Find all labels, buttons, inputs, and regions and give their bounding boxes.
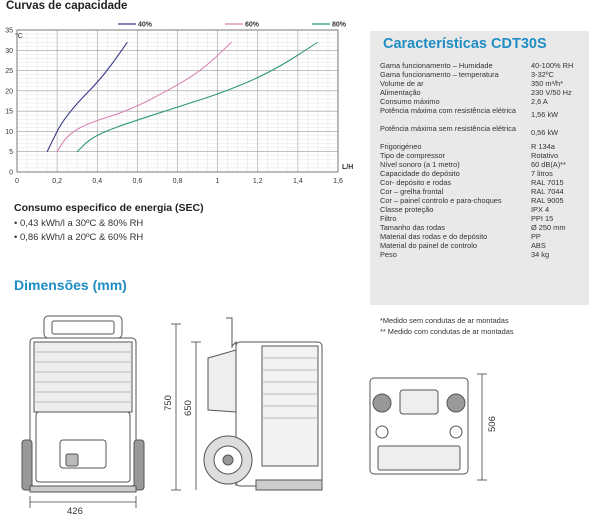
spec-label: Classe proteção: [380, 205, 434, 214]
dimension-drawings: [0, 300, 600, 528]
dimension-width-label: 426: [67, 506, 83, 517]
y-tick-label: 5: [9, 149, 13, 157]
x-tick-label: 1: [215, 178, 220, 185]
chart-grid: [17, 30, 338, 172]
spec-label: Frigorigéneo: [380, 142, 422, 151]
spec-value: 0,56 kW: [531, 128, 559, 137]
y-axis-label: °C: [15, 33, 23, 40]
spec-value: R 134a: [531, 142, 555, 151]
spec-label: Alimentação: [380, 88, 421, 97]
dimension-height-body-label: 650: [183, 400, 194, 416]
front-view-drawing: [22, 316, 144, 492]
spec-value: PP: [531, 232, 541, 241]
x-tick-label: 1,4: [293, 178, 303, 185]
y-tick-label: 35: [5, 27, 13, 35]
dimension-height-total-label: 750: [163, 395, 174, 411]
chart-series: [47, 42, 318, 152]
spec-note: ** Medido com condutas de ar montadas: [380, 327, 514, 336]
dimension-depth-label: 506: [487, 416, 498, 432]
y-tick-label: 10: [5, 128, 13, 136]
x-tick-label: 0,6: [132, 178, 143, 185]
spec-note: *Medido sem condutas de ar montadas: [380, 316, 509, 325]
x-tick-label: 0,8: [172, 178, 183, 185]
spec-label: Consumo máximo: [380, 97, 440, 106]
spec-label: Potência máxima com resistência elétrica: [380, 106, 516, 115]
curves-title: Curvas de capacidade: [6, 0, 128, 12]
dimensions-title: Dimensões (mm): [14, 277, 127, 293]
spec-value: RAL 9005: [531, 196, 564, 205]
chart-legend: [118, 22, 347, 29]
legend-label: 40%: [138, 21, 153, 29]
sec-item: • 0,86 kWh/l a 20ºC & 60% RH: [14, 232, 144, 243]
legend-label: 60%: [245, 21, 260, 29]
spec-label: Cor- depósito e rodas: [380, 178, 452, 187]
spec-value: Ø 250 mm: [531, 223, 566, 232]
spec-value: RAL 7015: [531, 178, 564, 187]
spec-value: 3-32ºC: [531, 70, 554, 79]
spec-label: Volume de ar: [380, 79, 424, 88]
y-tick-label: 25: [5, 68, 13, 76]
x-tick-label: 0,2: [52, 178, 62, 185]
spec-value: 34 kg: [531, 250, 550, 259]
y-tick-label: 15: [5, 108, 13, 116]
side-view-drawing: [204, 318, 322, 490]
top-view-drawing: [370, 378, 468, 474]
x-tick-label: 0,4: [92, 178, 103, 185]
spec-value: 350 m³/h*: [531, 79, 564, 88]
sec-title: Consumo especifico de energia (SEC): [14, 202, 204, 214]
spec-label: Material das rodas e do depósito: [380, 232, 488, 241]
x-tick-label: 1,2: [252, 178, 263, 185]
legend-label: 80%: [332, 21, 347, 29]
spec-value: PPI 15: [531, 214, 554, 223]
sec-item: • 0,43 kWh/l a 30ºC & 80% RH: [14, 218, 144, 229]
y-tick-label: 30: [5, 47, 13, 55]
spec-value: 1,56 kW: [531, 110, 559, 119]
spec-label: Filtro: [380, 214, 397, 223]
spec-value: 7 litros: [531, 169, 553, 178]
spec-label: Gama funcionamento – Humidade: [380, 61, 493, 70]
spec-label: Cor – grelha frontal: [380, 187, 444, 196]
spec-label: Tipo de compressor: [380, 151, 446, 160]
spec-label: Nível sonoro (a 1 metro): [380, 160, 460, 169]
spec-value: 60 dB(A)**: [531, 160, 566, 169]
spec-value: 40-100% RH: [531, 61, 574, 70]
spec-value: 2,6 A: [531, 97, 548, 106]
x-tick-label: 1,6: [333, 178, 343, 185]
spec-label: Tamanho das rodas: [380, 223, 445, 232]
spec-value: Rotativo: [531, 151, 559, 160]
spec-value: IPX 4: [531, 205, 550, 214]
y-tick-label: 0: [9, 169, 13, 177]
spec-value: 230 V/50 Hz: [531, 88, 572, 97]
spec-label: Potência máxima sem resistência elétrica: [380, 124, 516, 133]
y-tick-label: 20: [5, 88, 13, 96]
x-tick-label: 0: [15, 178, 19, 185]
spec-label: Cor – painel controlo e para-choques: [380, 196, 502, 205]
spec-label: Peso: [380, 250, 397, 259]
capacity-chart: [0, 12, 365, 190]
specs-title: Características CDT30S: [383, 36, 547, 52]
spec-label: Capacidade do depósito: [380, 169, 460, 178]
spec-value: ABS: [531, 241, 546, 250]
spec-label: Gama funcionamento – temperatura: [380, 70, 499, 79]
x-axis-label: L/H: [342, 164, 354, 171]
spec-value: RAL 7044: [531, 187, 564, 196]
spec-label: Material do painel de controlo: [380, 241, 477, 250]
